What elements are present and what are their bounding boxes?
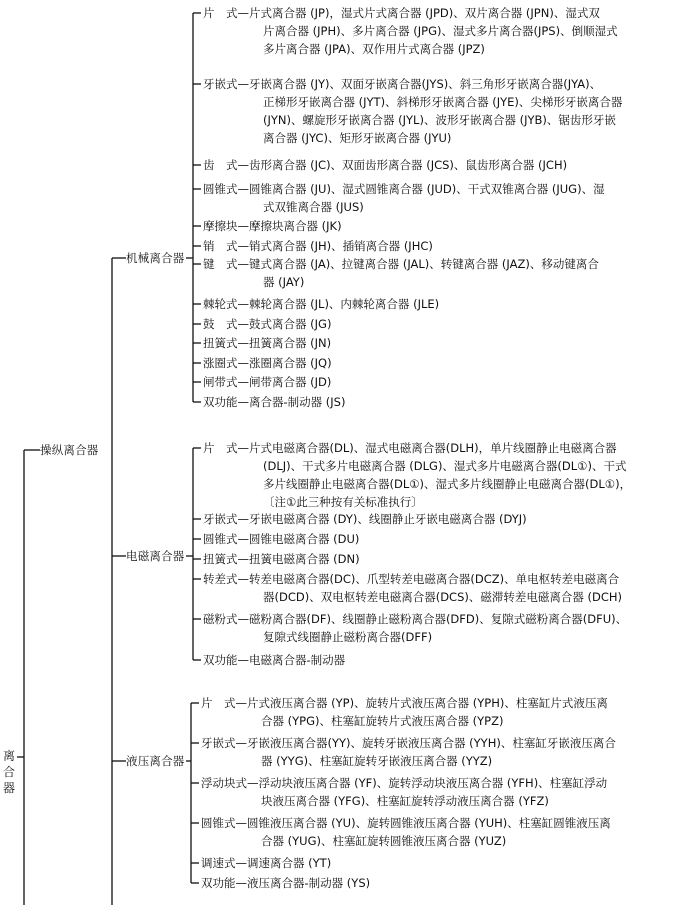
entry [203, 439, 631, 511]
level1-label: 操纵离合器 [40, 443, 99, 457]
entry-line: 器(DCD)、双电枢转差电磁离合器(DCS)、磁滞转差电磁离合器 (DCH) [263, 590, 623, 604]
entry-text: 电磁离合器-制动器 [249, 653, 346, 667]
entry-line: 牙嵌式—牙嵌电磁离合器 (DY)、线圈静止牙嵌电磁离合器 (DYJ) [203, 512, 527, 526]
entry-line: 合器 (YUG)、柱塞缸旋转圆锥液压离合器 (YUZ) [261, 834, 507, 848]
entry-line: 浮动块式—浮动块液压离合器 (YF)、旋转浮动块液压离合器 (YFH)、柱塞缸浮动 [201, 776, 608, 790]
entry-key: 调速式 [201, 856, 236, 870]
entry-key: 牙嵌式 [203, 77, 238, 91]
category-label: 液压离合器 [126, 754, 185, 768]
entry-text: 涨圈离合器 (JQ) [249, 356, 332, 370]
entry [203, 156, 567, 174]
entry-line: 双功能—电磁离合器-制动器 [203, 653, 346, 667]
entry-text: 片式电磁离合器(DL)、湿式电磁离合器(DLH)，单片线圈静止电磁离合器 [249, 441, 617, 455]
entry-key: 双功能 [203, 653, 238, 667]
entry [203, 334, 331, 352]
entry-key: 闸带式 [203, 375, 238, 389]
entry [201, 874, 370, 892]
entry-line: 涨圈式—涨圈离合器 (JQ) [203, 356, 332, 370]
entry-key: 片 式 [201, 696, 236, 710]
entry-key: 齿 式 [203, 158, 238, 172]
entry [203, 510, 527, 528]
entry-text: 棘轮离合器 (JL)、内棘轮离合器 (JLE) [249, 297, 440, 311]
entry-text: 扭簧离合器 (JN) [249, 336, 332, 350]
entry-line: 片离合器 (JPH)、多片离合器 (JPG)、湿式多片离合器(JPS)、倒顺湿式 [263, 24, 618, 38]
entry-line: (JYN)、螺旋形牙嵌离合器 (JYL)、波形牙嵌离合器 (JYB)、锯齿形牙嵌 [263, 113, 616, 127]
entry-text: 片式离合器 (JP)，湿式片式离合器 (JPD)、双片离合器 (JPN)、湿式双 [249, 6, 600, 20]
entry-key: 圆锥式 [201, 816, 236, 830]
entry-line: 离合器 (JYC)、矩形牙嵌离合器 (JYU) [263, 131, 452, 145]
entry-text: 转差电磁离合器(DC)、爪型转差电磁离合器(DCZ)、单电枢转差电磁离合 [249, 572, 620, 586]
entry [203, 610, 627, 646]
entry-text: 齿形离合器 (JC)、双面齿形离合器 (JCS)、鼠齿形离合器 (JCH) [249, 158, 568, 172]
entry [203, 180, 605, 216]
entry-key: 扭簧式 [203, 336, 238, 350]
entry-text: 离合器-制动器 (JS) [249, 395, 346, 409]
entry-key: 片 式 [203, 441, 238, 455]
entry-key: 涨圈式 [203, 356, 238, 370]
entry-line: 圆锥式—圆锥电磁离合器 (DU) [203, 532, 360, 546]
entry-line: 正梯形牙嵌离合器 (JYT)、斜梯形牙嵌离合器 (JYE)、尖梯形牙嵌离合器 [263, 95, 623, 109]
entry-line: 器 (YYG)、柱塞缸旋转牙嵌液压离合器 (YYZ) [261, 754, 493, 768]
entry [203, 217, 342, 235]
entry-text: 闸带离合器 (JD) [249, 375, 332, 389]
entry-key: 圆锥式 [203, 532, 238, 546]
entry-text: 液压离合器-制动器 (YS) [247, 876, 371, 890]
entry-key: 摩擦块 [203, 219, 238, 233]
entry [203, 4, 618, 58]
entry-line: 复隙式线圈静止磁粉离合器(DFF) [263, 630, 433, 644]
entry-key: 棘轮式 [203, 297, 238, 311]
entry-line: 鼓 式—鼓式离合器 (JG) [203, 317, 332, 331]
entry-line: 闸带式—闸带离合器 (JD) [203, 375, 332, 389]
entry-key: 扭簧式 [203, 552, 238, 566]
entry-line: 合器 (YPG)、柱塞缸旋转片式液压离合器 (YPZ) [261, 714, 504, 728]
entry [203, 354, 332, 372]
entry-line: 片 式—片式电磁离合器(DL)、湿式电磁离合器(DLH)，单片线圈静止电磁离合器 [203, 441, 617, 455]
entry-text: 磁粉离合器(DF)、线圈静止磁粉离合器(DFD)、复隙式磁粉离合器(DFU)、 [249, 612, 628, 626]
entry-text: 圆锥液压离合器 (YU)、旋转圆锥液压离合器 (YUH)、柱塞缸圆锥液压离 [247, 816, 611, 830]
entry [203, 530, 359, 548]
entry-line: 圆锥式—圆锥离合器 (JU)、湿式圆锥离合器 (JUD)、干式双锥离合器 (JUG)、湿 [203, 182, 605, 196]
entry [203, 75, 622, 147]
entry-line: 棘轮式—棘轮离合器 (JL)、内棘轮离合器 (JLE) [203, 297, 440, 311]
entry-line: 磁粉式—磁粉离合器(DF)、线圈静止磁粉离合器(DFD)、复隙式磁粉离合器(DFU)、 [203, 612, 628, 626]
entry-key: 圆锥式 [203, 182, 238, 196]
entry-text: 鼓式离合器 (JG) [249, 317, 332, 331]
entry [201, 854, 331, 872]
entry-line: 牙嵌式—牙嵌离合器 (JY)、双面牙嵌离合器(JYS)、斜三角形牙嵌离合器(JYA)、 [203, 77, 602, 91]
entry-key: 双功能 [203, 395, 238, 409]
entry [203, 295, 439, 313]
entry [203, 651, 345, 669]
entry-key: 牙嵌式 [201, 736, 236, 750]
entry-line: 片 式—片式离合器 (JP)，湿式片式离合器 (JPD)、双片离合器 (JPN)、湿式双 [203, 6, 600, 20]
entry-line: 键 式—键式离合器 (JA)、拉键离合器 (JAL)、转键离合器 (JAZ)、移动键离合 [203, 257, 599, 271]
entry-key: 磁粉式 [203, 612, 238, 626]
entry-line: 片 式—片式液压离合器 (YP)、旋转片式液压离合器 (YPH)、柱塞缸片式液压离 [201, 696, 608, 710]
entry-line: 器 (JAY) [263, 275, 305, 289]
entry-line: 扭簧式—扭簧电磁离合器 (DN) [203, 552, 360, 566]
entry [201, 774, 607, 810]
entry-line: 转差式—转差电磁离合器(DC)、爪型转差电磁离合器(DCZ)、单电枢转差电磁离合 [203, 572, 620, 586]
entry-line: 齿 式—齿形离合器 (JC)、双面齿形离合器 (JCS)、鼠齿形离合器 (JCH) [203, 158, 568, 172]
entry-text: 浮动块液压离合器 (YF)、旋转浮动块液压离合器 (YFH)、柱塞缸浮动 [258, 776, 608, 790]
entry-line: 双功能—离合器-制动器 (JS) [203, 395, 346, 409]
entry-text: 摩擦块离合器 (JK) [249, 219, 342, 233]
entry-key: 鼓 式 [203, 317, 238, 331]
entry [203, 550, 360, 568]
entry-line: 多片离合器 (JPA)、双作用片式离合器 (JPZ) [263, 42, 485, 56]
entry-key: 浮动块式 [201, 776, 247, 790]
entry [201, 694, 608, 730]
entry-line: (DLJ)、干式多片电磁离合器 (DLG)、湿式多片电磁离合器(DL①)、干式 [263, 459, 627, 473]
entry-line: 〔注①此三种按有关标准执行〕 [263, 495, 423, 509]
entry-line: 双功能—液压离合器-制动器 (YS) [201, 876, 371, 890]
entry-line: 调速式—调速离合器 (YT) [201, 856, 332, 870]
entry-line: 摩擦块—摩擦块离合器 (JK) [203, 219, 342, 233]
entry-key: 转差式 [203, 572, 238, 586]
entry-key: 牙嵌式 [203, 512, 238, 526]
entry-line: 式双锥离合器 (JUS) [263, 200, 364, 214]
entry-text: 圆锥电磁离合器 (DU) [249, 532, 360, 546]
entry-text: 销式离合器 (JH)、插销离合器 (JHC) [249, 239, 433, 253]
entry-text: 扭簧电磁离合器 (DN) [249, 552, 360, 566]
entry-line: 牙嵌式—牙嵌液压离合器(YY)、旋转牙嵌液压离合器 (YYH)、柱塞缸牙嵌液压离合 [201, 736, 616, 750]
entry-line: 扭簧式—扭簧离合器 (JN) [203, 336, 332, 350]
entry-key: 双功能 [201, 876, 236, 890]
entry-text: 牙嵌离合器 (JY)、双面牙嵌离合器(JYS)、斜三角形牙嵌离合器(JYA)、 [249, 77, 602, 91]
entry-text: 片式液压离合器 (YP)、旋转片式液压离合器 (YPH)、柱塞缸片式液压离 [247, 696, 608, 710]
entry [203, 255, 599, 291]
entry-text: 牙嵌电磁离合器 (DY)、线圈静止牙嵌电磁离合器 (DYJ) [249, 512, 527, 526]
entry [203, 570, 622, 606]
entry-text: 调速离合器 (YT) [247, 856, 332, 870]
entry-text: 键式离合器 (JA)、拉键离合器 (JAL)、转键离合器 (JAZ)、移动键离合 [249, 257, 599, 271]
entry [203, 393, 345, 411]
root-label: 离合器 [2, 749, 15, 795]
entry [203, 315, 331, 333]
entry-line: 多片线圈静止电磁离合器(DL①)、湿式多片线圈静止电磁离合器(DL①)， [263, 477, 632, 491]
category-label: 电磁离合器 [126, 549, 185, 563]
entry-line: 块液压离合器 (YFG)、柱塞缸旋转浮动液压离合器 (YFZ) [261, 794, 549, 808]
entry [201, 734, 616, 770]
category-label: 机械离合器 [126, 251, 185, 265]
entry [201, 814, 611, 850]
entry-text: 牙嵌液压离合器(YY)、旋转牙嵌液压离合器 (YYH)、柱塞缸牙嵌液压离合 [247, 736, 616, 750]
entry-key: 片 式 [203, 6, 238, 20]
entry-key: 销 式 [203, 239, 238, 253]
entry-key: 键 式 [203, 257, 238, 271]
entry [203, 373, 331, 391]
entry [203, 237, 433, 255]
entry-line: 销 式—销式离合器 (JH)、插销离合器 (JHC) [203, 239, 433, 253]
entry-text: 圆锥离合器 (JU)、湿式圆锥离合器 (JUD)、干式双锥离合器 (JUG)、湿 [249, 182, 605, 196]
entry-line: 圆锥式—圆锥液压离合器 (YU)、旋转圆锥液压离合器 (YUH)、柱塞缸圆锥液压离 [201, 816, 611, 830]
